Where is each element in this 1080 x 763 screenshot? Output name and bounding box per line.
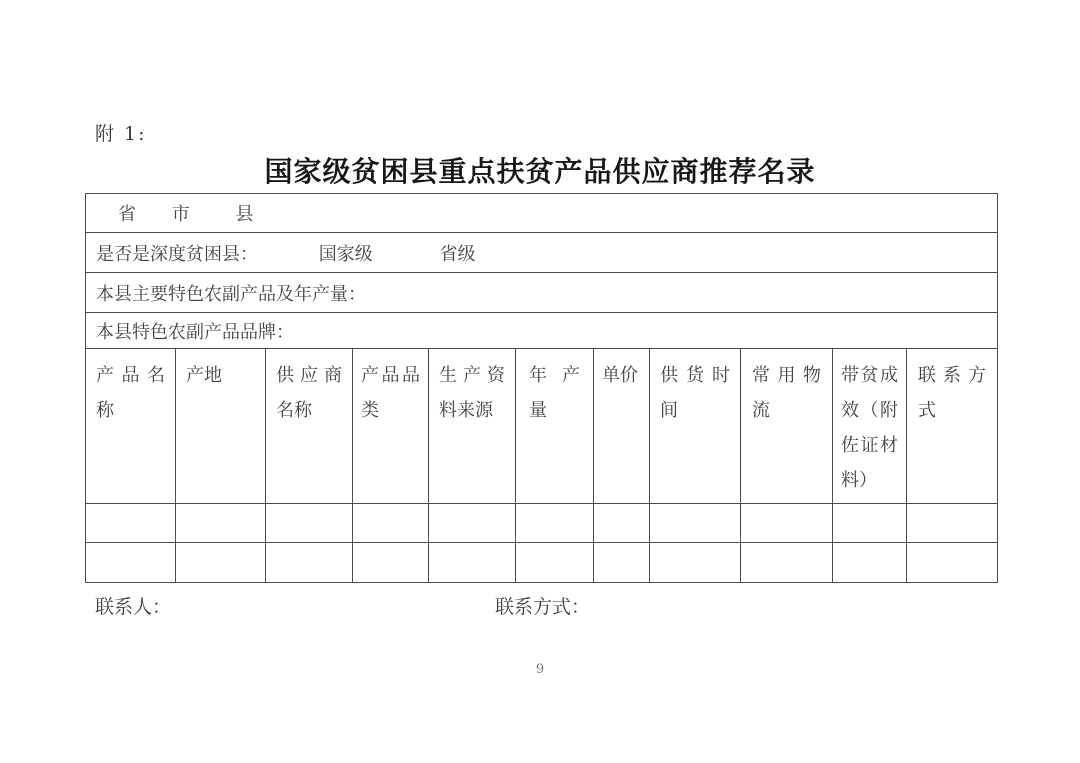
contact-line bbox=[95, 592, 995, 622]
page-title: 国家级贫困县重点扶贫产品供应商推荐名录 bbox=[264, 155, 816, 188]
main-products-row bbox=[86, 273, 998, 313]
main-products-cell bbox=[86, 273, 998, 313]
empty-data-cell bbox=[650, 543, 741, 583]
contact-person-label: 联系人： bbox=[95, 596, 172, 618]
region-row bbox=[86, 194, 998, 233]
attachment-label: 附 1: bbox=[95, 123, 147, 145]
empty-data-cell bbox=[594, 504, 650, 543]
deep-poverty-label: 是否是深度贫困县： bbox=[96, 243, 258, 265]
empty-data-cell bbox=[650, 504, 741, 543]
empty-data-cell bbox=[353, 504, 429, 543]
provincial-level-option: 省级 bbox=[439, 243, 476, 265]
contact-method-label: 联系方式： bbox=[495, 596, 591, 618]
column-header-annual-output: 年产量 bbox=[516, 349, 594, 504]
column-header-unit-price: 单价 bbox=[594, 349, 650, 504]
empty-data-cell bbox=[516, 504, 594, 543]
empty-data-cell bbox=[516, 543, 594, 583]
column-header-product-category: 产品品类 bbox=[353, 349, 429, 504]
column-header-production-materials-source: 生产资料来源 bbox=[429, 349, 516, 504]
empty-data-cell bbox=[594, 543, 650, 583]
deep-poverty-cell bbox=[86, 233, 998, 273]
national-level-option: 国家级 bbox=[318, 243, 373, 265]
county-label: 县 bbox=[235, 204, 254, 225]
brands-cell bbox=[86, 313, 998, 349]
page-number: 9 bbox=[535, 662, 545, 677]
brands-label: 本县特色农副产品品牌： bbox=[96, 321, 294, 343]
empty-data-cell bbox=[429, 504, 516, 543]
empty-data-cell bbox=[176, 543, 266, 583]
empty-data-cell bbox=[176, 504, 266, 543]
empty-data-cell bbox=[353, 543, 429, 583]
empty-data-row bbox=[86, 504, 998, 543]
column-header-poverty-alleviation-effect: 带贫成效（附佐证材料） bbox=[833, 349, 907, 504]
province-label: 省 bbox=[118, 204, 136, 225]
brands-row bbox=[86, 313, 998, 349]
table-header-row bbox=[86, 349, 998, 504]
column-header-supplier-name: 供应商名称 bbox=[266, 349, 353, 504]
main-products-label: 本县主要特色农副产品及年产量： bbox=[96, 283, 366, 305]
column-header-product-name: 产品名称 bbox=[86, 349, 176, 504]
empty-data-cell bbox=[833, 504, 907, 543]
empty-data-cell bbox=[266, 504, 353, 543]
empty-data-cell bbox=[266, 543, 353, 583]
empty-data-cell bbox=[907, 543, 998, 583]
empty-data-cell bbox=[741, 504, 833, 543]
column-header-contact-method: 联系方式 bbox=[907, 349, 998, 504]
column-header-origin: 产地 bbox=[176, 349, 266, 504]
column-header-supply-time: 供货时间 bbox=[650, 349, 741, 504]
empty-data-row bbox=[86, 543, 998, 583]
supplier-recommendation-table bbox=[85, 193, 998, 583]
city-label: 市 bbox=[171, 204, 190, 225]
deep-poverty-row bbox=[86, 233, 998, 273]
empty-data-cell bbox=[907, 504, 998, 543]
empty-data-cell bbox=[86, 543, 176, 583]
column-header-logistics: 常用物流 bbox=[741, 349, 833, 504]
region-cell bbox=[86, 194, 998, 233]
empty-data-cell bbox=[833, 543, 907, 583]
empty-data-cell bbox=[86, 504, 176, 543]
empty-data-cell bbox=[429, 543, 516, 583]
empty-data-cell bbox=[741, 543, 833, 583]
